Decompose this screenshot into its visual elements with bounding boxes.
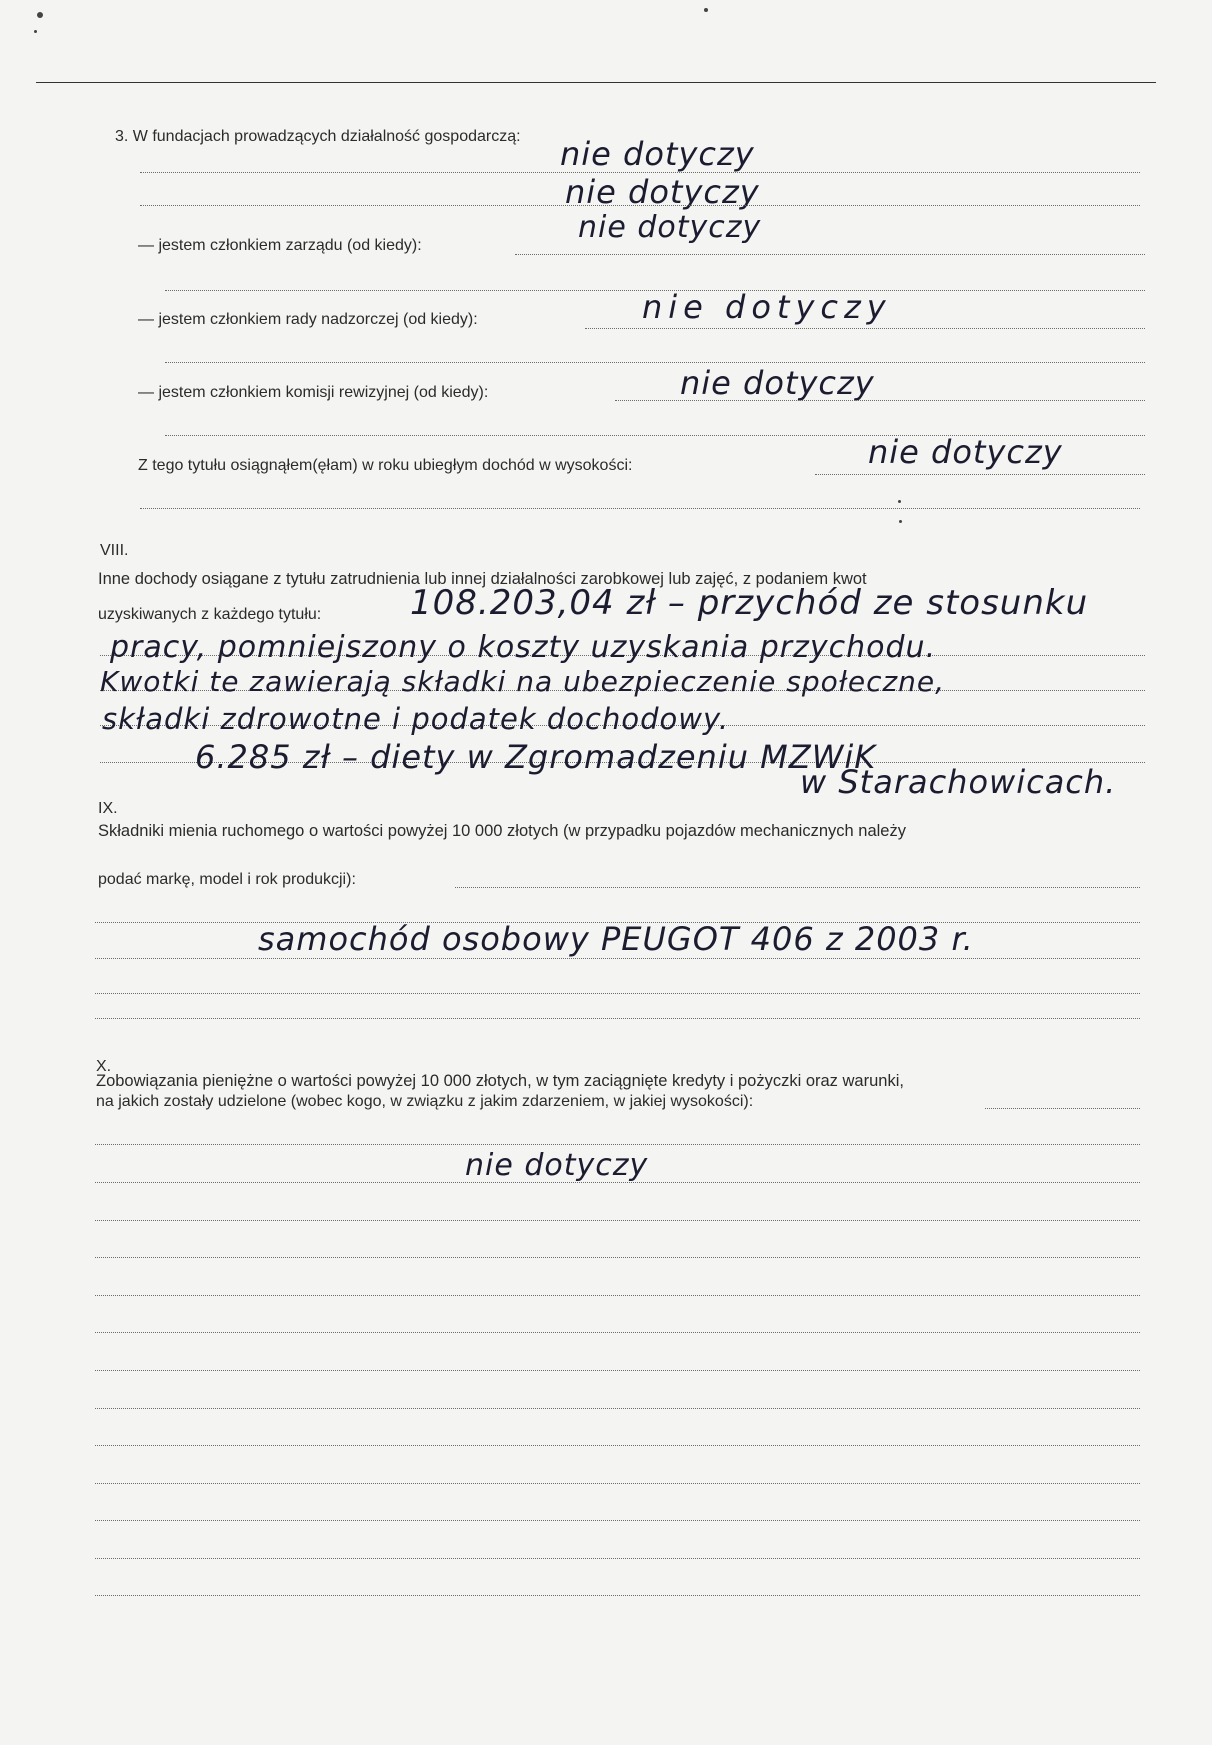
dotted-line xyxy=(140,508,1140,509)
section9-text-line1: Składniki mienia ruchomego o wartości powyżej 10 000 złotych (w przypadku pojazdów mechanicznych należy xyxy=(98,822,906,840)
dotted-line xyxy=(515,254,1145,255)
scan-speck xyxy=(34,30,37,33)
dotted-line xyxy=(585,328,1145,329)
section8-text-line2: uzyskiwanych z każdego tytułu: xyxy=(98,606,322,623)
section9-handwritten-answer: samochód osobowy PEUGOT 406 z 2003 r. xyxy=(258,920,974,958)
supervisory-board-answer: nie dotyczy xyxy=(642,288,892,326)
dotted-line xyxy=(95,1558,1140,1559)
scan-speck xyxy=(37,12,43,18)
section8-handwritten-line6: w Starachowicach. xyxy=(800,763,1117,801)
dotted-line xyxy=(140,205,1140,206)
dotted-line xyxy=(95,1408,1140,1409)
dotted-line xyxy=(455,887,1140,888)
audit-committee-label: — jestem członkiem komisji rewizyjnej (od kiedy): xyxy=(138,384,489,401)
dotted-line xyxy=(95,958,1140,959)
dotted-line xyxy=(615,400,1145,401)
income-answer: nie dotyczy xyxy=(868,433,1063,471)
board-member-label: — jestem członkiem zarządu (od kiedy): xyxy=(138,237,422,254)
dotted-line xyxy=(95,1182,1140,1183)
section8-handwritten-line2: pracy, pomniejszony o koszty uzyskania przychodu. xyxy=(110,630,937,665)
dotted-line xyxy=(95,1257,1140,1258)
section9-text-line2: podać markę, model i rok produkcji): xyxy=(98,871,356,888)
dotted-line xyxy=(95,1483,1140,1484)
scan-speck xyxy=(898,500,901,503)
section3-answer-1: nie dotyczy xyxy=(560,135,755,173)
section8-handwritten-line4: składki zdrowotne i podatek dochodowy. xyxy=(102,702,730,736)
dotted-line xyxy=(95,1445,1140,1446)
income-label: Z tego tytułu osiągnąłem(ęłam) w roku ubiegłym dochód w wysokości: xyxy=(138,457,633,474)
dotted-line xyxy=(95,1520,1140,1521)
section8-handwritten-line3: Kwotki te zawierają składki na ubezpieczenie społeczne, xyxy=(100,665,946,698)
section10-text-line1: Zobowiązania pieniężne o wartości powyżej 10 000 złotych, w tym zaciągnięte kredyty i pożyczki oraz warunki, xyxy=(96,1072,904,1090)
dotted-line xyxy=(95,1595,1140,1596)
scan-speck xyxy=(899,520,902,523)
section8-handwritten-line1: 108.203,04 zł – przychód ze stosunku xyxy=(410,583,1089,623)
section8-text-line1: Inne dochody osiągane z tytułu zatrudnienia lub innej działalności zarobkowej lub zajęć, z podaniem kwot xyxy=(98,570,867,588)
audit-committee-answer: nie dotyczy xyxy=(680,364,875,402)
section8-handwritten-line5: 6.285 zł – diety w Zgromadzeniu MZWiK xyxy=(195,738,877,776)
dotted-line xyxy=(95,1370,1140,1371)
dotted-line xyxy=(95,1295,1140,1296)
section8-number: VIII. xyxy=(100,542,129,559)
section3-answer-2: nie dotyczy xyxy=(565,173,760,211)
dotted-line xyxy=(985,1108,1140,1109)
top-rule xyxy=(36,82,1156,83)
supervisory-board-label: — jestem członkiem rady nadzorczej (od kiedy): xyxy=(138,311,478,328)
dotted-line xyxy=(95,1332,1140,1333)
section10-number: X. xyxy=(96,1058,112,1075)
section3-heading: 3. W fundacjach prowadzących działalność gospodarczą: xyxy=(115,128,521,145)
dotted-line xyxy=(815,474,1145,475)
section10-text-line2: na jakich zostały udzielone (wobec kogo, w związku z jakim zdarzeniem, w jakiej wysokości): xyxy=(96,1093,754,1110)
dotted-line xyxy=(95,1220,1140,1221)
dotted-line xyxy=(95,1144,1140,1145)
board-member-answer: nie dotyczy xyxy=(578,210,762,245)
scan-speck xyxy=(704,8,708,12)
section9-number: IX. xyxy=(98,800,118,817)
dotted-line xyxy=(165,362,1145,363)
section10-handwritten-answer: nie dotyczy xyxy=(465,1148,649,1183)
dotted-line xyxy=(95,1018,1140,1019)
dotted-line xyxy=(95,993,1140,994)
